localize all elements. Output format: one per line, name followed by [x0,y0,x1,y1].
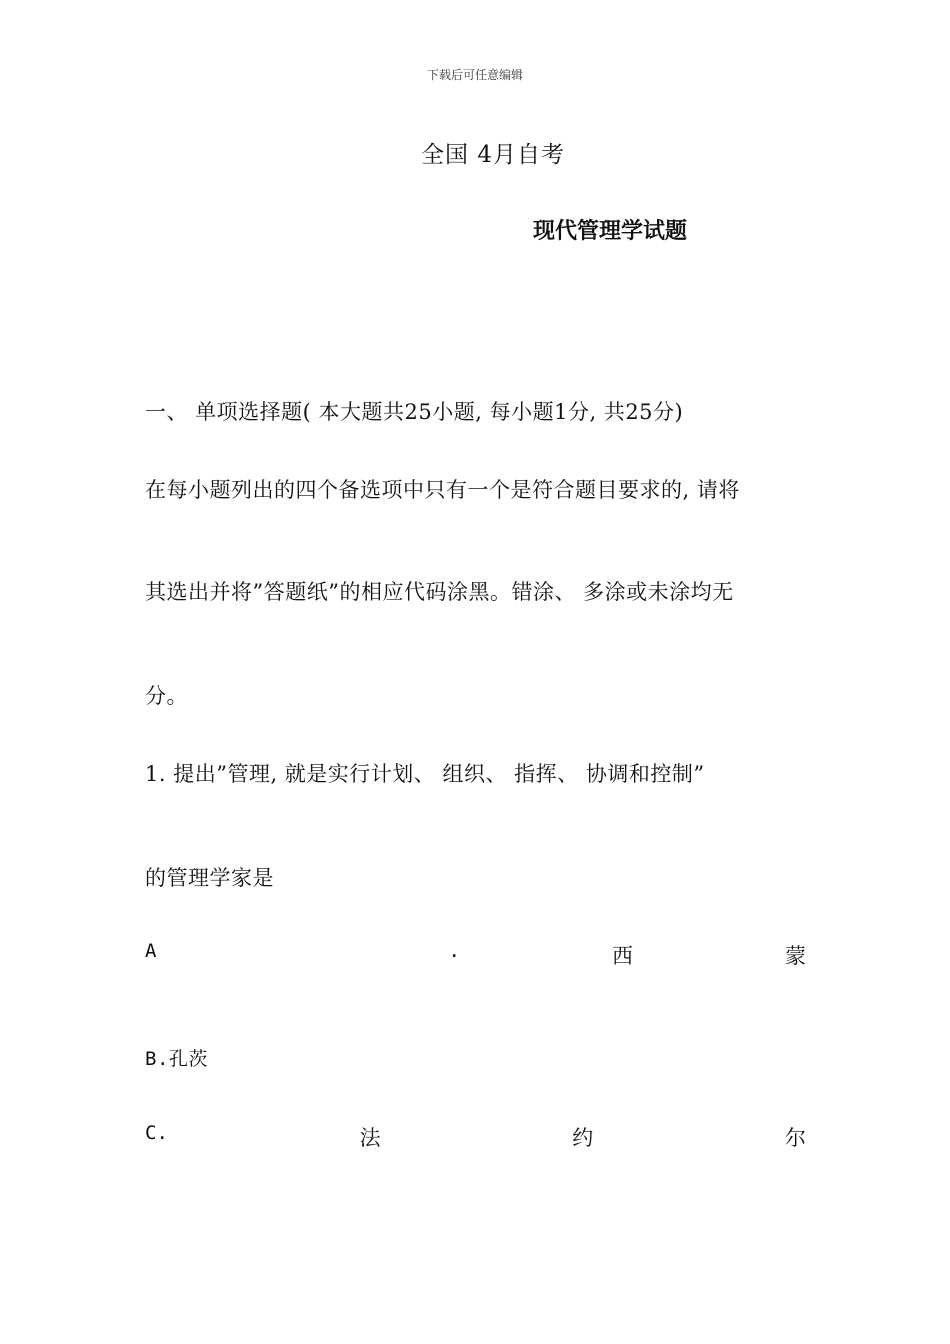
page-header-note: 下载后可任意编辑 [426,68,523,82]
option-b: B.孔茨 [145,1048,208,1070]
option-c [145,1122,806,1152]
option-a-char-1: 西 [611,944,633,968]
option-a-letter: A [145,940,157,962]
option-a-char-2: 蒙 [785,944,806,968]
option-a-dot: . [448,940,460,962]
exam-title: 全国 4月自考 [421,142,565,168]
instruction-line-2: 其选出并将”答题纸”的相应代码涂黑。错涂、 多涂或未涂均无 [145,580,734,604]
option-c-letter: C. [145,1122,168,1144]
section-heading: 一、 单项选择题( 本大题共25小题, 每小题1分, 共25分) [145,400,684,424]
option-c-char-3: 尔 [785,1126,806,1150]
question-1-line-1: 1. 提出”管理, 就是实行计划、 组织、 指挥、 协调和控制” [145,762,705,786]
question-1-line-2: 的管理学家是 [145,866,274,890]
instruction-line-3: 分。 [145,684,188,708]
option-a [145,940,806,970]
instruction-line-1: 在每小题列出的四个备选项中只有一个是符合题目要求的, 请将 [145,478,740,502]
subject-title: 现代管理学试题 [533,219,688,244]
option-c-char-2: 约 [572,1126,594,1150]
option-c-char-1: 法 [359,1126,381,1150]
